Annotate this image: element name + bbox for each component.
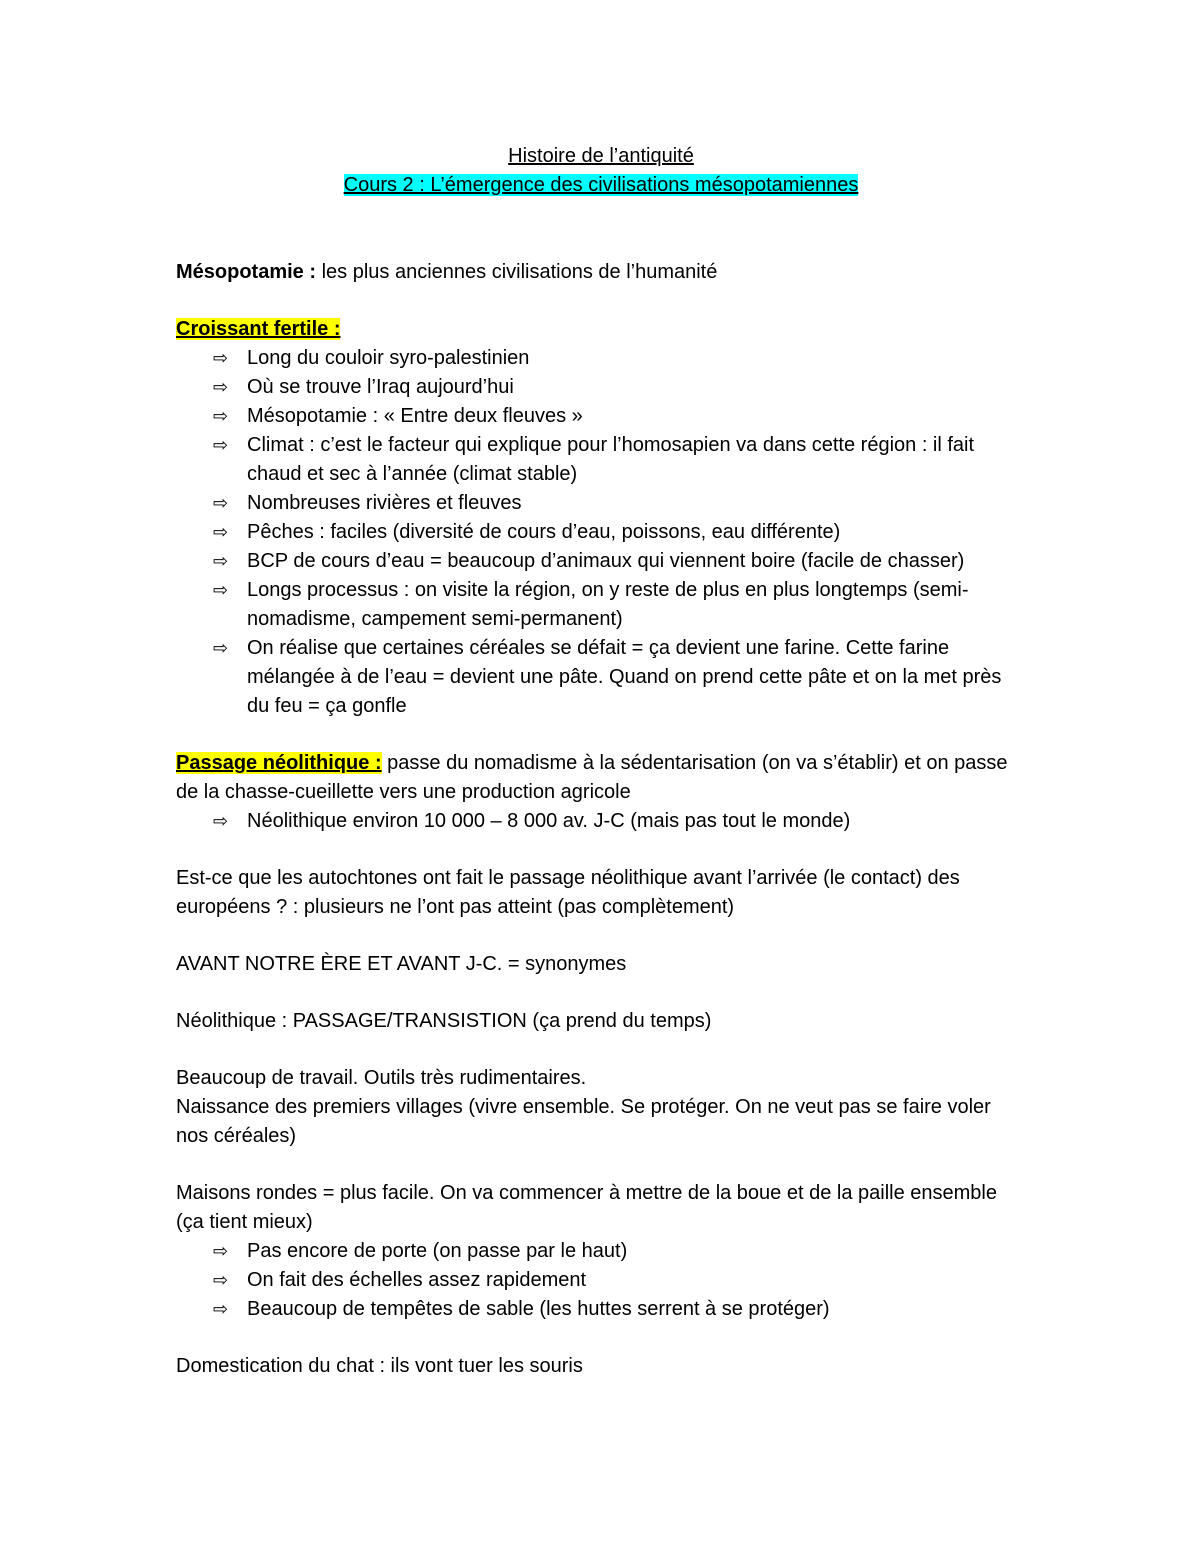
- arrow-bullet-icon: ⇨: [213, 522, 229, 543]
- spacer: [176, 979, 1026, 1007]
- passage-item-text: Néolithique environ 10 000 – 8 000 av. J-C (mais pas tout le monde): [247, 810, 851, 832]
- passage-paragraph: [176, 749, 1026, 807]
- croissant-item-text: Où se trouve l’Iraq aujourd’hui: [247, 376, 514, 398]
- maisons-item: [176, 1295, 1026, 1324]
- croissant-item: [176, 634, 1026, 721]
- intro-paragraph: [176, 258, 1026, 287]
- maisons-list: [176, 1237, 1026, 1324]
- croissant-item-text: On réalise que certaines céréales se défait = ça devient une farine. Cette farine mélangée à de l’eau = devient une pâte. Quand on prend cette pâte et on la met près du feu = ça gonfle: [247, 637, 1002, 717]
- spacer: [176, 287, 1026, 315]
- spacer: [176, 721, 1026, 749]
- arrow-bullet-icon: ⇨: [213, 493, 229, 514]
- spacer: [176, 200, 1026, 258]
- croissant-item: [176, 489, 1026, 518]
- croissant-item: [176, 431, 1026, 489]
- passage-item: [176, 807, 1026, 836]
- maisons-item: [176, 1266, 1026, 1295]
- spacer: [176, 836, 1026, 864]
- title-block: [176, 142, 1026, 200]
- croissant-item: [176, 547, 1026, 576]
- spacer: [176, 1324, 1026, 1352]
- arrow-bullet-icon: ⇨: [213, 1270, 229, 1291]
- croissant-heading-paragraph: [176, 315, 1026, 344]
- chat-paragraph: Domestication du chat : ils vont tuer les souris: [176, 1355, 583, 1377]
- passage-heading: Passage néolithique :: [176, 752, 382, 774]
- arrow-bullet-icon: ⇨: [213, 435, 229, 456]
- croissant-item: [176, 344, 1026, 373]
- synonymes-paragraph: AVANT NOTRE ÈRE ET AVANT J-C. = synonymes: [176, 953, 627, 975]
- croissant-heading: Croissant fertile :: [176, 318, 341, 340]
- document-subtitle: Cours 2 : L’émergence des civilisations mésopotamiennes: [343, 174, 859, 196]
- croissant-item: [176, 373, 1026, 402]
- arrow-bullet-icon: ⇨: [213, 348, 229, 369]
- passage-list: [176, 807, 1026, 836]
- croissant-list: [176, 344, 1026, 721]
- croissant-item: [176, 576, 1026, 634]
- arrow-bullet-icon: ⇨: [213, 551, 229, 572]
- maisons-item-text: On fait des échelles assez rapidement: [247, 1269, 587, 1291]
- intro-label: Mésopotamie :: [176, 261, 317, 283]
- maisons-item-text: Pas encore de porte (on passe par le haut): [247, 1240, 628, 1262]
- neolithique-paragraph: Néolithique : PASSAGE/TRANSISTION (ça prend du temps): [176, 1010, 712, 1032]
- document-content: [176, 142, 1026, 1381]
- intro-text: les plus anciennes civilisations de l’humanité: [316, 261, 718, 283]
- arrow-bullet-icon: ⇨: [213, 377, 229, 398]
- croissant-item-text: Climat : c’est le facteur qui explique pour l’homosapien va dans cette région : il fait chaud et sec à l’année (climat stable): [247, 434, 975, 485]
- document-title: Histoire de l’antiquité: [508, 145, 694, 167]
- passage-text: passe du nomadisme à la sédentarisation (on va s’établir) et on passe de la chasse-cueillette vers une production agricole: [176, 752, 1008, 803]
- spacer: [176, 1036, 1026, 1064]
- travail-paragraph: Beaucoup de travail. Outils très rudimentaires.: [176, 1067, 587, 1089]
- croissant-item-text: Pêches : faciles (diversité de cours d’eau, poissons, eau différente): [247, 521, 841, 543]
- croissant-item-text: Long du couloir syro-palestinien: [247, 347, 530, 369]
- croissant-item: [176, 518, 1026, 547]
- croissant-item-text: Longs processus : on visite la région, on y reste de plus en plus longtemps (semi-nomadisme, campement semi-permanent): [247, 579, 969, 630]
- arrow-bullet-icon: ⇨: [213, 406, 229, 427]
- arrow-bullet-icon: ⇨: [213, 638, 229, 659]
- question-paragraph: Est-ce que les autochtones ont fait le passage néolithique avant l’arrivée (le contact) des européens ? : plusieurs ne l’ont pas atteint (pas complètement): [176, 867, 960, 918]
- villages-paragraph: Naissance des premiers villages (vivre ensemble. Se protéger. On ne veut pas se faire voler nos céréales): [176, 1096, 991, 1147]
- croissant-item-text: Nombreuses rivières et fleuves: [247, 492, 522, 514]
- maisons-item-text: Beaucoup de tempêtes de sable (les huttes serrent à se protéger): [247, 1298, 830, 1320]
- maisons-paragraph: Maisons rondes = plus facile. On va commencer à mettre de la boue et de la paille ensemble (ça tient mieux): [176, 1182, 997, 1233]
- arrow-bullet-icon: ⇨: [213, 1299, 229, 1320]
- spacer: [176, 1151, 1026, 1179]
- croissant-item-text: BCP de cours d’eau = beaucoup d’animaux qui viennent boire (facile de chasser): [247, 550, 965, 572]
- arrow-bullet-icon: ⇨: [213, 811, 229, 832]
- spacer: [176, 922, 1026, 950]
- arrow-bullet-icon: ⇨: [213, 1241, 229, 1262]
- croissant-item: [176, 402, 1026, 431]
- maisons-item: [176, 1237, 1026, 1266]
- arrow-bullet-icon: ⇨: [213, 580, 229, 601]
- croissant-item-text: Mésopotamie : « Entre deux fleuves »: [247, 405, 583, 427]
